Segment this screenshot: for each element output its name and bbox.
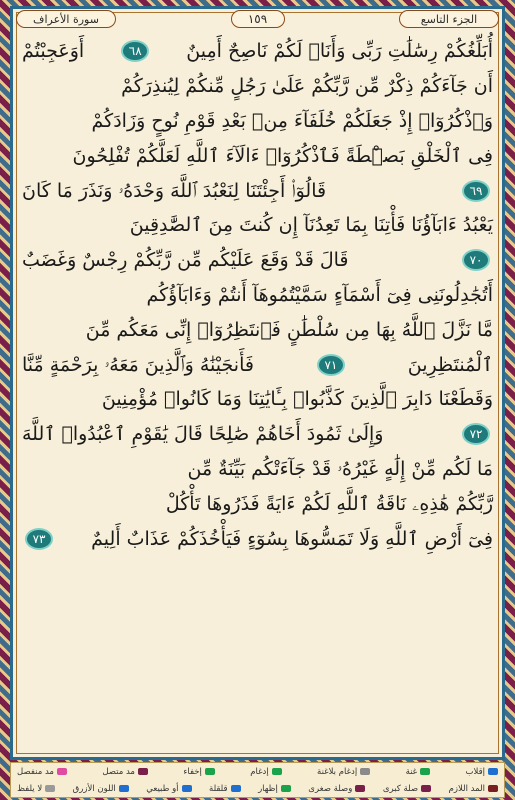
legend-row	[11, 763, 504, 780]
legend-color-swatch	[281, 785, 291, 792]
text-line	[22, 382, 493, 417]
surah-name-label: سورة الأعراف	[16, 10, 116, 28]
legend-item	[449, 784, 498, 794]
verse-text: رَّبِّكُمْ هَٰذِهِۦ نَاقَةُ ٱللَّهِ لَكُمْ ءَايَةً فَذَرُوهَا تَأْكُلْ	[165, 492, 493, 515]
verse-text: وَإِلَىٰ ثَمُودَ أَخَاهُمْ صَٰلِحًا قَالَ يَٰقَوْمِ ٱعْبُدُوا۟ ٱللَّهَ	[22, 423, 384, 446]
legend-color-swatch	[420, 768, 430, 775]
text-line	[22, 173, 493, 208]
legend-label: لا يلفظ	[17, 783, 43, 794]
legend-color-swatch	[421, 785, 431, 792]
verse-text: قَالُوٓا۟ أَجِئْتَنَا لِنَعْبُدَ ٱللَّهَ وَحْدَهُۥ وَنَذَرَ مَا كَانَ	[22, 179, 327, 202]
ayah-number-marker: ٦٩	[462, 180, 490, 202]
legend-item	[466, 767, 499, 777]
legend-color-swatch	[360, 768, 370, 775]
legend-item	[102, 767, 148, 777]
legend-item	[406, 767, 431, 777]
legend-item	[209, 784, 241, 794]
legend-item	[17, 767, 67, 777]
legend-label: وصلة صغرى	[308, 783, 353, 794]
ayah-number-marker: ٧٣	[25, 528, 53, 550]
verse-text: وَقَطَعْنَا دَابِرَ ٱلَّذِينَ كَذَّبُوا۟ بِـَٔايَٰتِنَا وَمَا كَانُوا۟ مُؤْمِنِينَ	[101, 388, 493, 411]
legend-color-swatch	[119, 785, 129, 792]
text-line	[22, 243, 493, 278]
legend-color-swatch	[355, 785, 365, 792]
text-line	[22, 347, 493, 382]
legend-item	[383, 784, 431, 794]
legend-label: قلقلة	[209, 783, 228, 794]
legend-color-swatch	[488, 768, 498, 775]
verse-text: أَن جَآءَكُمْ ذِكْرٌ مِّن رَّبِّكُمْ عَلَىٰ رَجُلٍ مِّنكُمْ لِيُنذِرَكُمْ	[121, 75, 493, 98]
verse-text: قَالَ قَدْ وَقَعَ عَلَيْكُم مِّن رَّبِّكُمْ رِجْسٌ وَغَضَبٌ	[22, 249, 349, 272]
legend-label: إظهار	[258, 783, 278, 794]
text-line	[22, 104, 493, 139]
ayah-number-marker: ٧٢	[462, 423, 490, 445]
legend-item	[17, 784, 55, 794]
text-line	[22, 34, 493, 69]
page-header	[16, 8, 499, 30]
text-line	[22, 208, 493, 243]
verse-text: فِى ٱلْخَلْقِ بَصْۜطَةً فَٱذْكُرُوٓا۟ ءَالَآءَ ٱللَّهِ لَعَلَّكُمْ تُفْلِحُونَ	[72, 144, 493, 167]
legend-color-swatch	[57, 768, 67, 775]
legend-item	[250, 767, 281, 777]
verse-text: أَوَعَجِبْتُمْ	[22, 40, 85, 63]
legend-item	[183, 767, 215, 777]
legend-color-swatch	[231, 785, 241, 792]
ayah-number-marker: ٧١	[317, 354, 345, 376]
page-number: ١٥٩	[231, 10, 285, 28]
text-line	[22, 521, 493, 556]
text-line	[22, 417, 493, 452]
legend-label: إقلاب	[465, 766, 485, 777]
ayah-number-marker: ٧٠	[462, 249, 490, 271]
legend-label: إدغام بلاغنة	[317, 766, 358, 777]
legend-label: أو طبيعي	[146, 783, 179, 794]
verse-text: أَتُجَٰدِلُونَنِى فِىٓ أَسْمَآءٍ سَمَّيْتُمُوهَآ أَنتُمْ وَءَابَآؤُكُم	[146, 283, 493, 306]
legend-color-swatch	[182, 785, 192, 792]
quran-text-body	[22, 34, 493, 752]
legend-color-swatch	[488, 785, 498, 792]
text-line	[22, 452, 493, 487]
legend-label: المد اللازم	[448, 783, 485, 794]
legend-label: صلة كبرى	[382, 783, 419, 794]
legend-item	[317, 767, 370, 777]
juz-label: الجزء التاسع	[399, 10, 499, 28]
legend-color-swatch	[205, 768, 215, 775]
ayah-number-marker: ٦٨	[121, 40, 149, 62]
legend-row	[11, 780, 504, 797]
legend-label: مد منفصل	[17, 766, 54, 777]
text-line	[22, 486, 493, 521]
verse-text: ٱلْمُنتَظِرِينَ	[407, 353, 493, 376]
text-line	[22, 69, 493, 104]
legend-item	[73, 784, 129, 794]
verse-text: فِىٓ أَرْضِ ٱللَّهِ وَلَا تَمَسُّوهَا بِسُوٓءٍ فَيَأْخُذَكُمْ عَذَابٌ أَلِيمٌ	[91, 527, 493, 550]
verse-text: يَعْبُدُ ءَابَآؤُنَا فَأْتِنَا بِمَا تَعِدُنَآ إِن كُنتَ مِنَ ٱلصَّٰدِقِينَ	[129, 214, 493, 237]
legend-label: مد متصل	[102, 766, 135, 777]
legend-item	[308, 784, 365, 794]
verse-text: مَّا نَزَّلَ ٱللَّهُ بِهَا مِن سُلْطَٰنٍ فَٱنتَظِرُوٓا۟ إِنِّى مَعَكُم مِّنَ	[85, 318, 493, 341]
verse-text: أُبَلِّغُكُمْ رِسَٰلَٰتِ رَبِّى وَأَنَا۠ لَكُمْ نَاصِحٌ أَمِينٌ	[186, 40, 493, 63]
text-line	[22, 278, 493, 313]
legend-item	[258, 784, 291, 794]
legend-color-swatch	[138, 768, 148, 775]
verse-text: فَأَنجَيْنَٰهُ وَٱلَّذِينَ مَعَهُۥ بِرَحْمَةٍ مِّنَّا	[22, 353, 254, 376]
legend-color-swatch	[45, 785, 55, 792]
legend-label: اللون الأزرق	[72, 783, 116, 794]
legend-label: غنة	[405, 766, 418, 777]
legend-item	[146, 784, 191, 794]
verse-text: مَا لَكُم مِّنْ إِلَٰهٍ غَيْرُهُۥ قَدْ جَآءَتْكُم بَيِّنَةٌ مِّن	[187, 457, 493, 480]
text-line	[22, 138, 493, 173]
legend-label: إخفاء	[183, 766, 202, 777]
verse-text: وَٱذْكُرُوٓا۟ إِذْ جَعَلَكُمْ خُلَفَآءَ مِنۢ بَعْدِ قَوْمِ نُوحٍ وَزَادَكُمْ	[91, 109, 493, 132]
text-line	[22, 312, 493, 347]
legend-color-swatch	[272, 768, 282, 775]
legend-label: إدغام	[250, 766, 269, 777]
tajweed-legend	[10, 762, 505, 798]
